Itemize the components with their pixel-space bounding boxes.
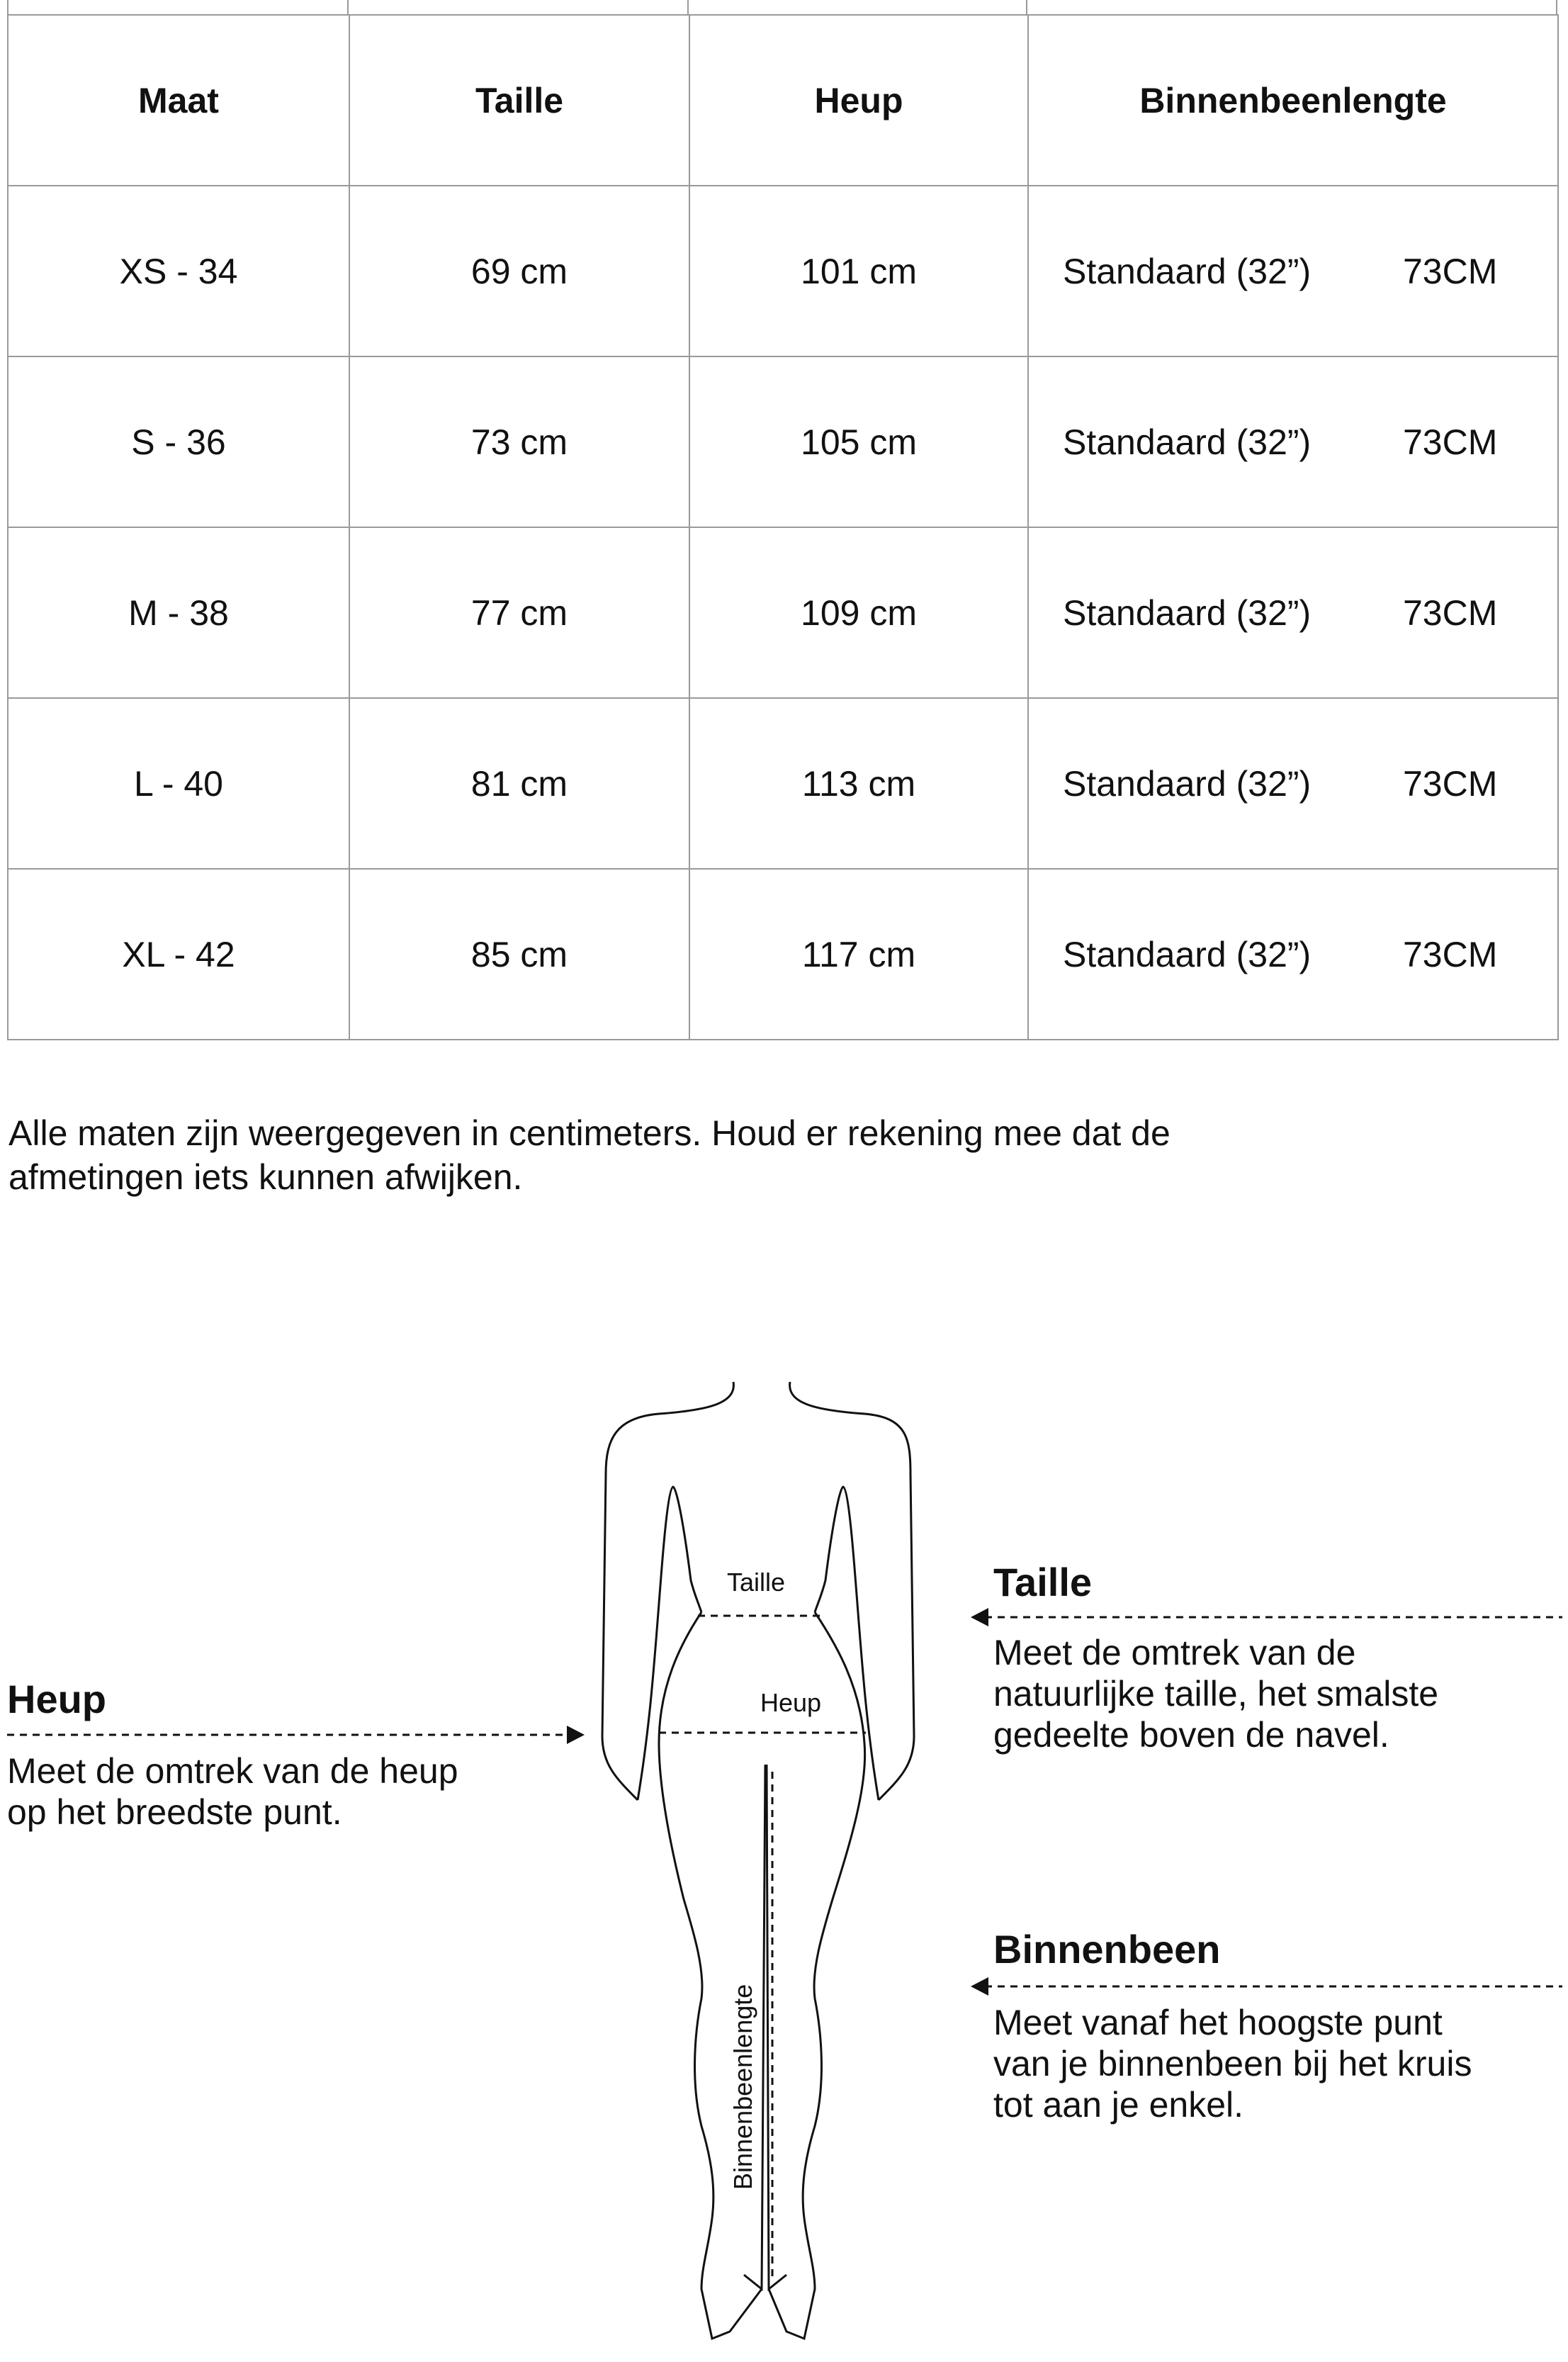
inseam-value: 73CM — [1403, 592, 1498, 633]
header-waist: Taille — [349, 15, 689, 186]
inseam-type: Standaard (32”) — [1063, 934, 1312, 974]
measurement-note — [9, 1111, 1426, 1199]
header-size: Maat — [8, 15, 349, 186]
note-line-1: Alle maten zijn weergegeven in centimeters. Houd er rekening mee dat de — [9, 1113, 1171, 1153]
size-cell: XS - 34 — [8, 186, 349, 356]
note-line-2: afmetingen iets kunnen afwijken. — [9, 1157, 523, 1197]
measurement-figure — [0, 1346, 1568, 2362]
inseam-callout-line-2: van je binnenbeen bij het kruis — [993, 2044, 1472, 2083]
inseam-type: Standaard (32”) — [1063, 763, 1312, 804]
header-inseam: Binnenbeenlengte — [1028, 15, 1558, 186]
hip-cell: 117 cm — [689, 869, 1028, 1040]
inseam-cell — [1028, 527, 1558, 698]
size-cell: XL - 42 — [8, 869, 349, 1040]
waist-callout-text — [993, 1632, 1438, 1755]
inseam-value: 73CM — [1403, 422, 1498, 462]
inseam-callout-text — [993, 2002, 1472, 2125]
waist-cell: 81 cm — [349, 698, 689, 869]
size-table — [7, 14, 1559, 1040]
size-cell: S - 36 — [8, 356, 349, 527]
table-row — [8, 527, 1558, 698]
hip-callout-line-1: Meet de omtrek van de heup — [7, 1751, 458, 1791]
waist-cell: 69 cm — [349, 186, 689, 356]
inseam-value: 73CM — [1403, 763, 1498, 804]
figure-hip-label: Heup — [760, 1688, 822, 1717]
size-cell: L - 40 — [8, 698, 349, 869]
waist-cell: 77 cm — [349, 527, 689, 698]
inseam-cell — [1028, 186, 1558, 356]
hip-callout-title: Heup — [7, 1677, 106, 1721]
inseam-callout-line-3: tot aan je enkel. — [993, 2085, 1244, 2125]
hip-cell: 105 cm — [689, 356, 1028, 527]
waist-callout-line-2: natuurlijke taille, het smalste — [993, 1674, 1439, 1714]
inseam-type: Standaard (32”) — [1063, 592, 1312, 633]
table-row — [8, 698, 1558, 869]
table-row — [8, 869, 1558, 1040]
size-cell: M - 38 — [8, 527, 349, 698]
inseam-cell — [1028, 869, 1558, 1040]
inseam-callout-title: Binnenbeen — [993, 1927, 1221, 1972]
inseam-cell — [1028, 698, 1558, 869]
waist-cell: 85 cm — [349, 869, 689, 1040]
inseam-type: Standaard (32”) — [1063, 251, 1312, 291]
hip-cell: 101 cm — [689, 186, 1028, 356]
table-row — [8, 356, 1558, 527]
inseam-callout-line-1: Meet vanaf het hoogste punt — [993, 2003, 1443, 2042]
table-top-edge — [7, 0, 1557, 14]
header-hip: Heup — [689, 15, 1028, 186]
table-header-row — [8, 15, 1558, 186]
waist-callout-line-3: gedeelte boven de navel. — [993, 1715, 1389, 1755]
hip-callout-text — [7, 1750, 458, 1833]
inseam-type: Standaard (32”) — [1063, 422, 1312, 462]
inseam-value: 73CM — [1403, 934, 1498, 974]
hip-callout-line-2: op het breedste punt. — [7, 1792, 342, 1832]
inseam-cell — [1028, 356, 1558, 527]
waist-callout-line-1: Meet de omtrek van de — [993, 1633, 1356, 1672]
hip-cell: 109 cm — [689, 527, 1028, 698]
body-outline-icon — [0, 1346, 1568, 2362]
table-row — [8, 186, 1558, 356]
hip-cell: 113 cm — [689, 698, 1028, 869]
figure-waist-label: Taille — [727, 1568, 786, 1597]
figure-inseam-label: Binnenbeenlengte — [728, 1984, 757, 2190]
waist-cell: 73 cm — [349, 356, 689, 527]
inseam-value: 73CM — [1403, 251, 1498, 291]
waist-callout-title: Taille — [993, 1560, 1093, 1604]
